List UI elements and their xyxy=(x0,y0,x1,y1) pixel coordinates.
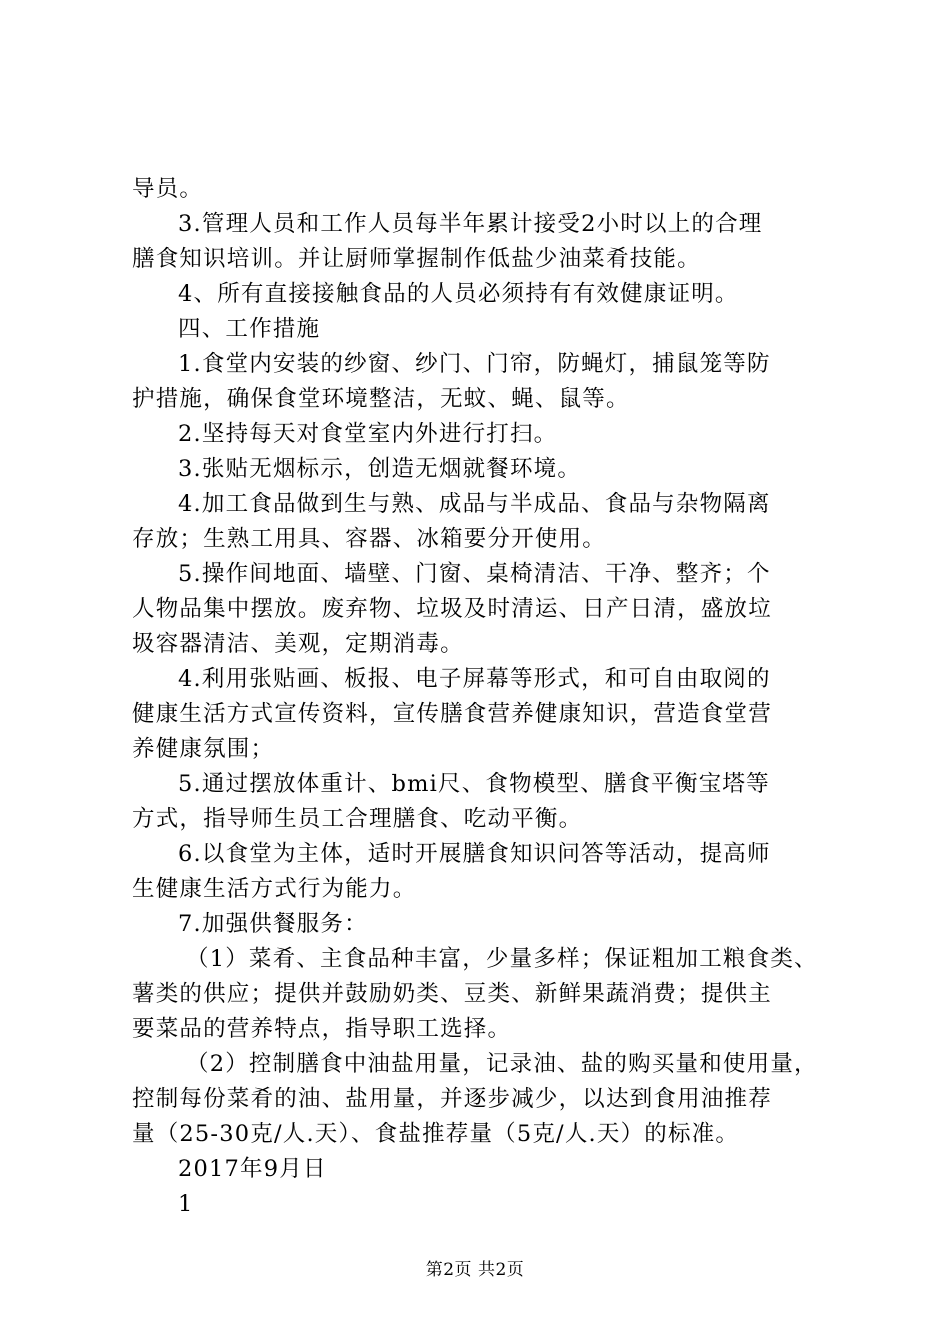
page-footer: 第2页 共2页 xyxy=(425,1260,525,1280)
text-line: 人物品集中摆放。废弃物、垃圾及时清运、日产日清，盛放垃 xyxy=(132,596,772,622)
text-line: 量（25-30克/人.天）、食盐推荐量（5克/人.天）的标准。 xyxy=(132,1121,740,1147)
text-line: 养健康氛围； xyxy=(132,736,275,762)
text-line: 3.管理人员和工作人员每半年累计接受2小时以上的合理 xyxy=(178,211,763,237)
text-line: 1.食堂内安装的纱窗、纱门、门帘，防蝇灯，捕鼠笼等防 xyxy=(178,351,771,377)
text-line: 2.坚持每天对食堂室内外进行打扫。 xyxy=(178,421,558,447)
text-line: 5.通过摆放体重计、bmi尺、食物模型、膳食平衡宝塔等 xyxy=(178,771,770,797)
text-line: 5.操作间地面、墙壁、门窗、桌椅清洁、干净、整齐；个 xyxy=(178,561,771,587)
text-line: 生健康生活方式行为能力。 xyxy=(132,876,417,902)
text-line: 2017年9月日 xyxy=(178,1156,327,1182)
text-line: （2）控制膳食中油盐用量，记录油、盐的购买量和使用量， xyxy=(186,1051,818,1077)
text-line: 3.张贴无烟标示，创造无烟就餐环境。 xyxy=(178,456,582,482)
text-line: 4、所有直接接触食品的人员必须持有有效健康证明。 xyxy=(178,281,739,307)
text-line: 护措施，确保食堂环境整洁，无蚊、蝇、鼠等。 xyxy=(132,386,630,412)
text-line: 要菜品的营养特点，指导职工选择。 xyxy=(132,1016,512,1042)
text-line: 健康生活方式宣传资料，宣传膳食营养健康知识，营造食堂营 xyxy=(132,701,772,727)
text-line: 四、工作措施 xyxy=(178,316,321,342)
text-line: 7.加强供餐服务： xyxy=(178,911,368,937)
text-line: 圾容器清洁、美观，定期消毒。 xyxy=(132,631,464,657)
text-line: 6.以食堂为主体，适时开展膳食知识问答等活动，提高师 xyxy=(178,841,771,867)
text-line: 4.利用张贴画、板报、电子屏幕等形式，和可自由取阅的 xyxy=(178,666,771,692)
text-line: 1 xyxy=(178,1191,194,1217)
text-line: 薯类的供应；提供并鼓励奶类、豆类、新鲜果蔬消费；提供主 xyxy=(132,981,772,1007)
text-line: 膳食知识培训。并让厨师掌握制作低盐少油菜肴技能。 xyxy=(132,246,701,272)
text-line: 存放；生熟工用具、容器、冰箱要分开使用。 xyxy=(132,526,607,552)
text-line: 导员。 xyxy=(132,176,204,202)
text-line: （1）菜肴、主食品种丰富，少量多样；保证粗加工粮食类、 xyxy=(186,946,818,972)
text-line: 4.加工食品做到生与熟、成品与半成品、食品与杂物隔离 xyxy=(178,491,771,517)
text-line: 控制每份菜肴的油、盐用量，并逐步减少，以达到食用油推荐 xyxy=(132,1086,772,1112)
text-line: 方式，指导师生员工合理膳食、吃动平衡。 xyxy=(132,806,583,832)
document-body xyxy=(132,172,822,1222)
